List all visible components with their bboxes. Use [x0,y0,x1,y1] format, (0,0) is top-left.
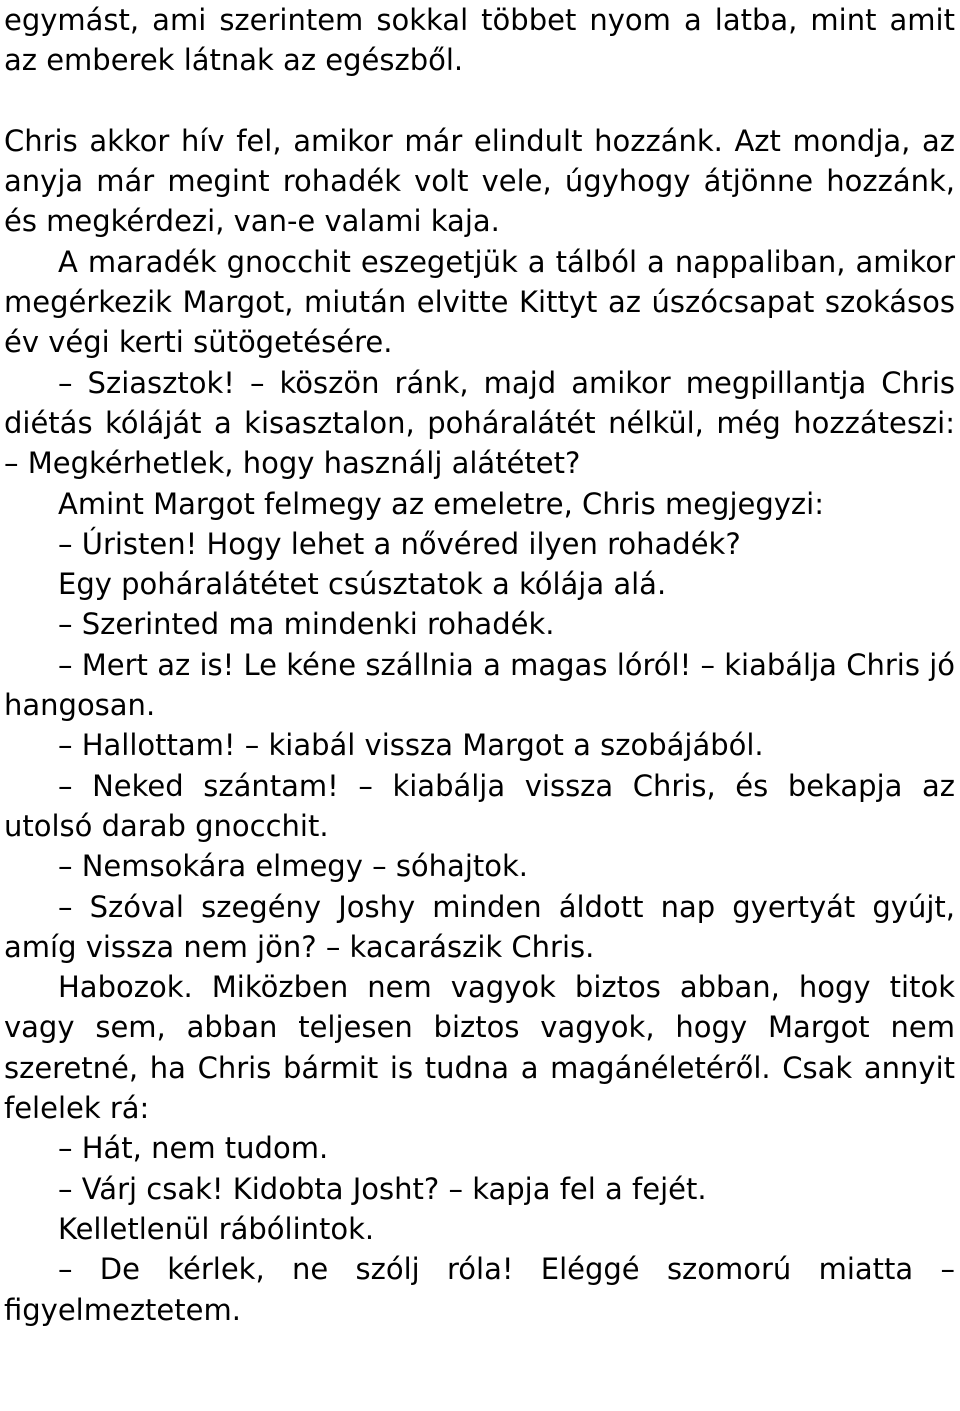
paragraph-8: – Szerinted ma mindenki rohadék. [58,607,555,642]
paragraph-4: – Sziasztok! – köszön ránk, majd amikor megpillantja Chris diétás kóláját a kisasztalon, poháralátét nélkül, még hozzáteszi: – Megkérhetlek, hogy használj alátétet? [4,365,955,481]
paragraph-6: – Úristen! Hogy lehet a nővéred ilyen rohadék? [58,526,741,561]
paragraph-16: – Várj csak! Kidobta Josht? – kapja fel a fejét. [58,1171,707,1206]
document-page [4,0,955,1330]
paragraph-17: Kelletlenül rábólintok. [58,1211,375,1246]
paragraph-18: – De kérlek, ne szólj róla! Eléggé szomorú miatta – figyelmeztetem. [4,1252,955,1327]
paragraph-2: Chris akkor hív fel, amikor már elindult hozzánk. Azt mondja, az anyja már megint rohadék volt vele, úgyhogy átjönne hozzánk, és megkérdezi, van-e valami kaja. [4,123,955,239]
paragraph-12: – Nemsokára elmegy – sóhajtok. [58,849,529,884]
paragraph-11: – Neked szántam! – kiabálja vissza Chris, és bekapja az utolsó darab gnocchit. [4,768,955,843]
paragraph-3: A maradék gnocchit eszegetjük a tálból a nappaliban, amikor megérkezik Margot, miután elvitte Kittyt az úszócsapat szokásos év végi kerti sütögetésére. [4,244,955,360]
paragraph-1: egymást, ami szerintem sokkal többet nyom a latba, mint amit az emberek látnak az egészből. [4,3,955,78]
paragraph-13: – Szóval szegény Joshy minden áldott nap gyertyát gyújt, amíg vissza nem jön? – kacarászik Chris. [4,889,955,964]
paragraph-5: Amint Margot felmegy az emeletre, Chris megjegyzi: [58,486,824,521]
blank-line [4,81,955,121]
paragraph-7: Egy poháralátétet csúsztatok a kólája alá. [58,567,667,602]
paragraph-15: – Hát, nem tudom. [58,1131,329,1166]
paragraph-9: – Mert az is! Le kéne szállnia a magas lóról! – kiabálja Chris jó hangosan. [4,647,955,723]
paragraph-14: Habozok. Miközben nem vagyok biztos abban, hogy titok vagy sem, abban teljesen biztos vagyok, hogy Margot nem szeretné, ha Chris bármit is tudna a magánéletéről. Csak annyit felelek rá: [4,970,955,1126]
paragraph-10: – Hallottam! – kiabál vissza Margot a szobájából. [58,728,764,763]
